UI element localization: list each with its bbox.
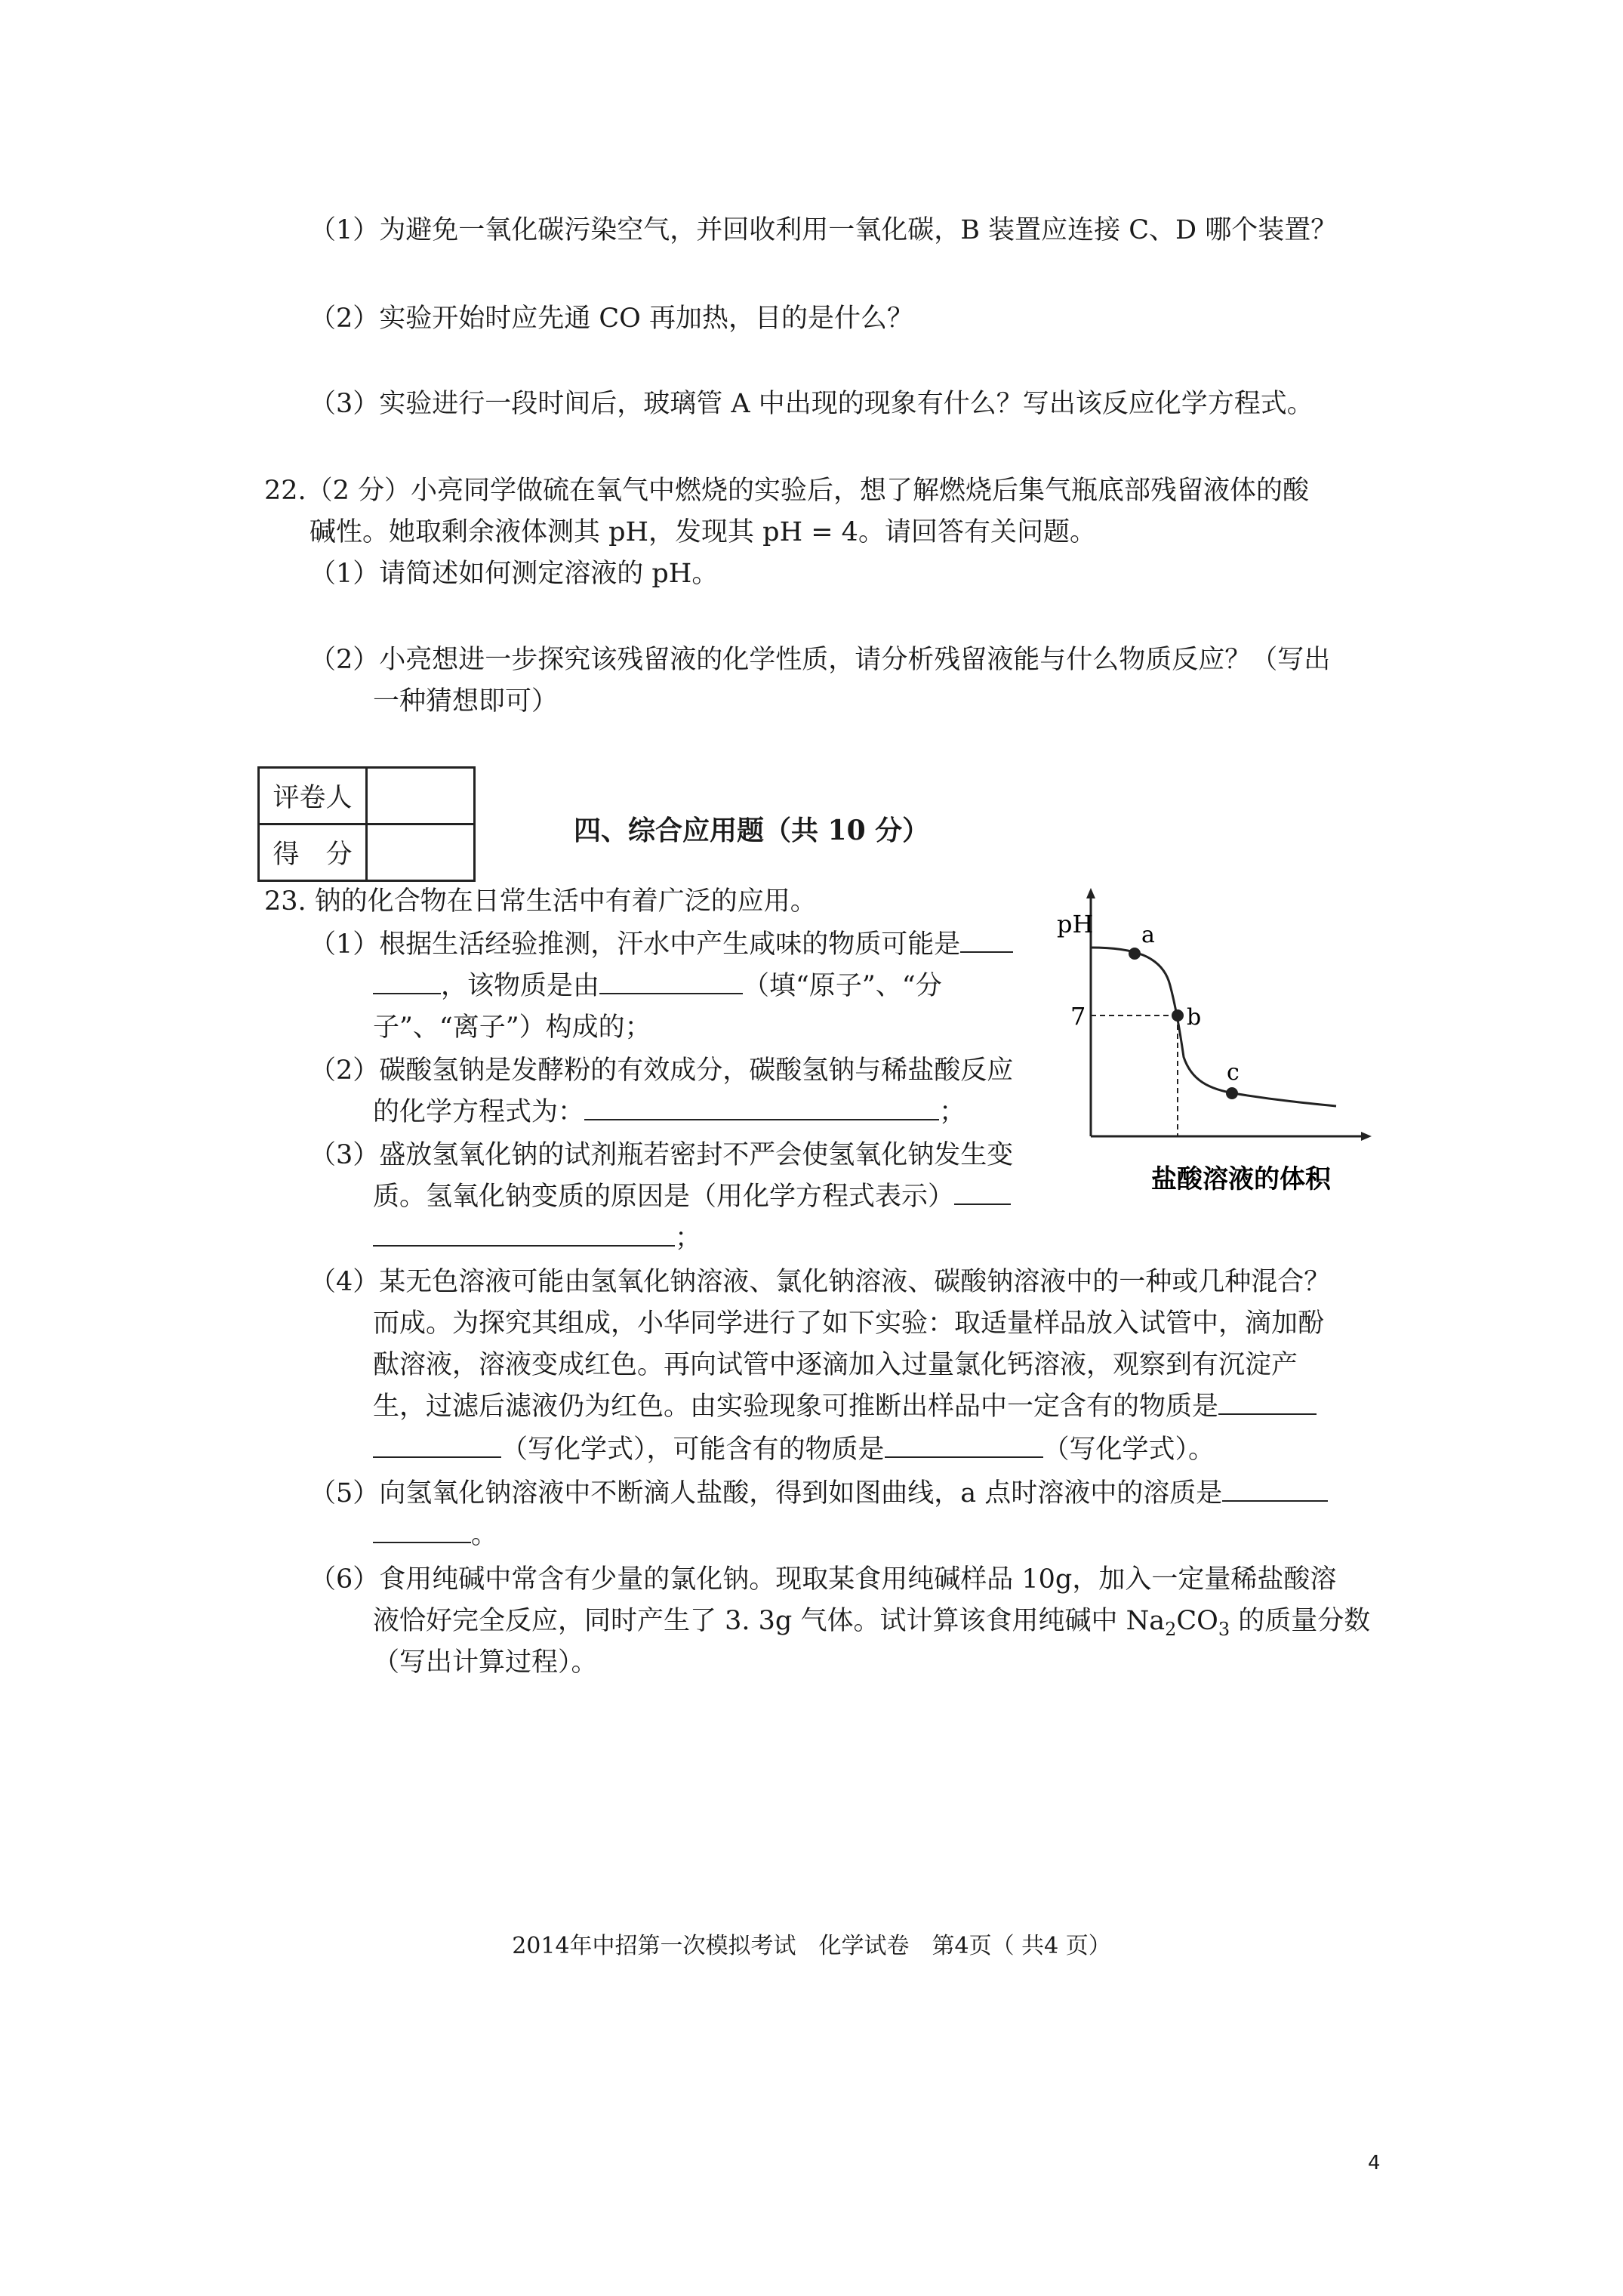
q21-part2: （2）实验开始时应先通 CO 再加热，目的是什么？ (310, 304, 913, 334)
x-axis-label: 盐酸溶液的体积 (1151, 1164, 1331, 1194)
q23-part5-line2 (373, 1518, 497, 1552)
ph-curve (1091, 948, 1336, 1106)
q23-part5-text: （5）向氢氧化钠溶液中不断滴人盐酸，得到如图曲线，a 点时溶液中的溶质是 (310, 1478, 1223, 1509)
q22-part2-line1: （2）小亮想进一步探究该残留液的化学性质，请分析残留液能与什么物质反应？（写出 (310, 645, 1331, 675)
answer-blank[interactable] (584, 1096, 939, 1120)
q22-part1: （1）请简述如何测定溶液的 pH。 (310, 559, 719, 589)
point-c (1226, 1087, 1238, 1099)
q23-part6-text-a: 液恰好完全反应，同时产生了 3. 3g 气体。试计算该食用纯碱中 Na (373, 1606, 1166, 1636)
q23-part6-formula: CO (1176, 1606, 1218, 1636)
q23-part1-text-a: （1）根据生活经验推测，汗水中产生咸味的物质可能是 (310, 929, 961, 960)
q23-part3-text-b: 质。氢氧化钠变质的原因是（用化学方程式表示） (373, 1182, 955, 1212)
answer-blank[interactable] (1222, 1478, 1328, 1502)
q22-part2-line2: 一种猜想即可） (373, 686, 559, 717)
q23-part4-line5 (373, 1433, 1215, 1466)
q23-part4-line2: 而成。为探究其组成，小华同学进行了如下实验：取适量样品放入试管中，滴加酚 (373, 1308, 1325, 1339)
q23-part1-line3: 子”、“离子”）构成的； (373, 1012, 651, 1043)
q23-part4-text-e: （写化学式），可能含有的物质是 (501, 1435, 885, 1465)
point-b (1172, 1009, 1184, 1022)
point-c-label: c (1227, 1059, 1240, 1086)
subscript: 3 (1218, 1619, 1230, 1640)
reviewer-label: 评卷人 (259, 768, 367, 824)
answer-blank[interactable] (373, 1222, 675, 1247)
q22-stem-line2: 碱性。她取剩余液体测其 pH，发现其 pH = 4。请回答有关问题。 (310, 517, 1096, 547)
page-number: 4 (1368, 2152, 1381, 2174)
q23-part1-line2 (373, 969, 942, 1003)
answer-blank[interactable] (885, 1434, 1043, 1458)
q23-part6-text-c: 的质量分数 (1230, 1606, 1371, 1636)
q23-part6-line3: （写出计算过程）。 (373, 1647, 598, 1678)
reviewer-field[interactable] (367, 768, 475, 824)
q23-part4-line1: （4）某无色溶液可能由氢氧化钠溶液、氯化钠溶液、碳酸钠溶液中的一种或几种混合？ (310, 1267, 1331, 1297)
answer-blank[interactable] (373, 1519, 471, 1543)
answer-blank[interactable] (960, 929, 1013, 953)
q23-part4-text-d: 生，过滤后滤液仍为红色。由实验现象可推断出样品中一定含有的物质是 (373, 1391, 1219, 1422)
q23-part3-line3 (373, 1222, 701, 1255)
answer-blank[interactable] (1218, 1391, 1317, 1415)
q23-part6-line1: （6）食用纯碱中常含有少量的氯化钠。现取某食用纯碱样品 10g，加入一定量稀盐酸溶 (310, 1564, 1337, 1595)
q23-part2-end: ； (939, 1097, 966, 1127)
point-a-label: a (1141, 922, 1155, 948)
subscript: 2 (1165, 1619, 1177, 1640)
q23-part3-end: ； (675, 1223, 702, 1253)
point-a (1129, 948, 1141, 960)
q23-part2-line2 (373, 1096, 965, 1129)
q23-part5-end: 。 (471, 1520, 498, 1550)
q23-part3-line1: （3）盛放氢氧化钠的试剂瓶若密封不严会使氢氧化钠发生变 (310, 1140, 1014, 1170)
q21-part1: （1）为避免一氧化碳污染空气，并回收利用一氧化碳，B 装置应连接 C、D 哪个装置？ (310, 215, 1338, 245)
q23-part4-line4 (373, 1390, 1317, 1423)
q23-part3-line2 (373, 1180, 1011, 1213)
ph-curve-chart (1057, 887, 1374, 1204)
y-axis-label: pH (1057, 910, 1094, 938)
score-field[interactable] (367, 824, 475, 881)
q21-part3: （3）实验进行一段时间后，玻璃管 A 中出现的现象有什么？写出该反应化学方程式。 (310, 389, 1313, 419)
answer-blank[interactable] (373, 1434, 501, 1458)
q23-part4-line3: 酞溶液，溶液变成红色。再向试管中逐滴加入过量氯化钙溶液，观察到有沉淀产 (373, 1350, 1298, 1380)
q23-part2-line1: （2）碳酸氢钠是发酵粉的有效成分，碳酸氢钠与稀盐酸反应 (310, 1056, 1014, 1086)
q23-part4-text-f: （写化学式）。 (1042, 1435, 1215, 1465)
q23-part6-line2 (373, 1604, 1370, 1646)
q23-part5-line1 (310, 1477, 1328, 1510)
q23-part2-text-b: 的化学方程式为： (373, 1097, 585, 1127)
point-b-label: b (1187, 1004, 1202, 1031)
answer-blank[interactable] (954, 1181, 1011, 1205)
q23-part1-line1 (310, 928, 1013, 961)
answer-blank[interactable] (599, 970, 743, 994)
q23-part1-text-c: （填“原子”、“分 (743, 971, 942, 1001)
page-footer: 2014年中招第一次模拟考试 化学试卷 第4页（ 共4 页） (512, 1933, 1111, 1959)
score-label: 得 分 (259, 824, 367, 881)
q22-stem-line1: 22.（2 分）小亮同学做硫在氧气中燃烧的实验后，想了解燃烧后集气瓶底部残留液体的酸 (264, 476, 1310, 506)
answer-blank[interactable] (373, 970, 441, 994)
ph7-tick-label: 7 (1070, 1002, 1086, 1031)
section-title: 四、综合应用题（共 10 分） (574, 815, 930, 846)
q23-part1-text-b: ，该物质是由 (441, 971, 600, 1001)
score-table (257, 766, 476, 882)
q23-intro: 23. 钠的化合物在日常生活中有着广泛的应用。 (264, 886, 817, 917)
